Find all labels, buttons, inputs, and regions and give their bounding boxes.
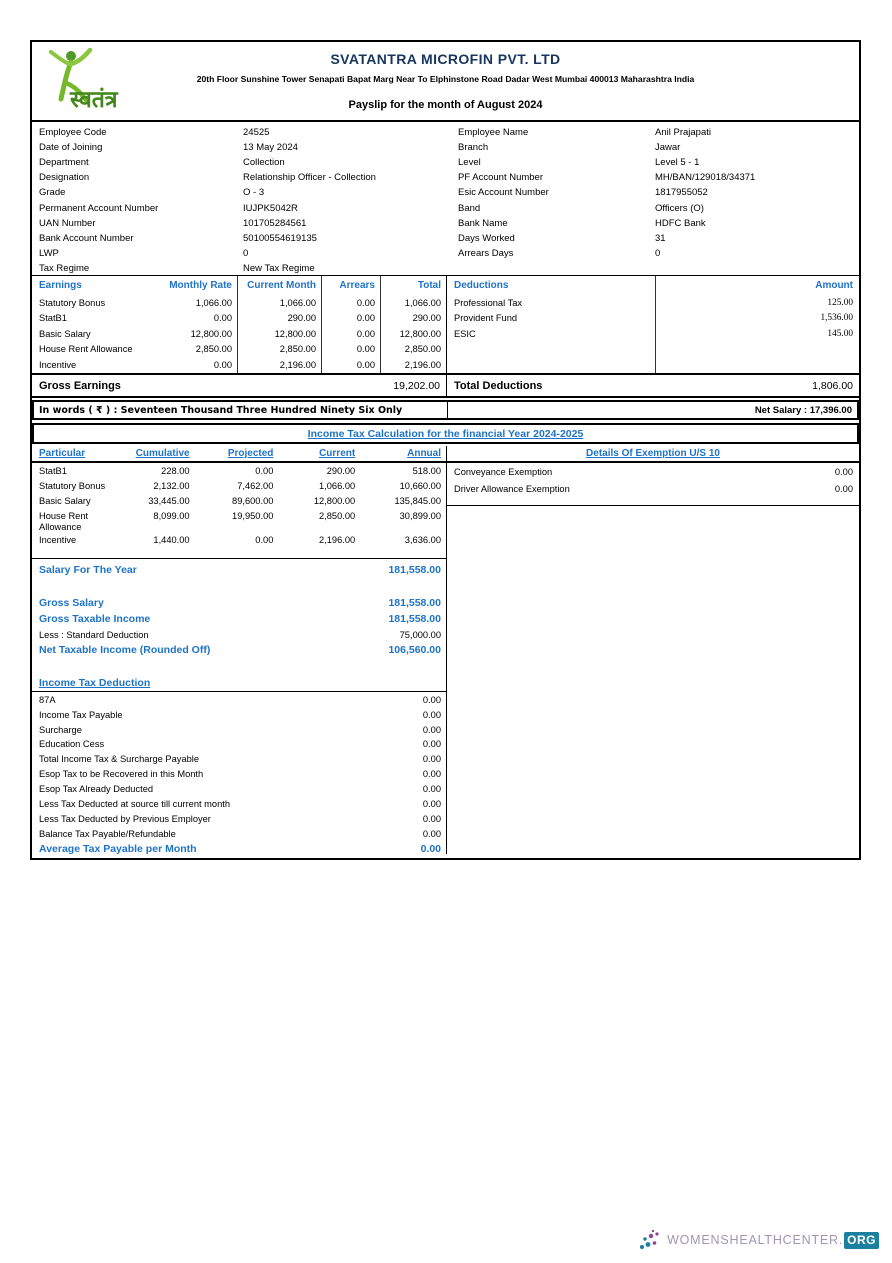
column-header: Current Month [247, 280, 316, 291]
earning-monthly: 1,066.00 [195, 297, 232, 308]
column-header: Total [417, 280, 441, 291]
earning-total: 2,850.00 [404, 344, 441, 355]
tax-projected: 89,600.00 [232, 496, 274, 506]
field-label: Grade [39, 187, 66, 199]
field-label: Arrears Days [458, 247, 514, 259]
earning-total: 290.00 [412, 313, 441, 324]
earning-label: StatB1 [39, 313, 67, 324]
column-divider [321, 276, 322, 373]
deduction-label: Provident Fund [454, 313, 518, 324]
employee-detail-row [32, 200, 447, 215]
exemption-row [447, 481, 859, 497]
employee-detail-row [32, 246, 447, 261]
average-tax-label: Average Tax Payable per Month [39, 843, 197, 856]
earning-monthly: 0.00 [213, 359, 232, 370]
deduction-item-label: Esop Tax to be Recovered in this Month [39, 769, 204, 780]
employee-detail-row [447, 155, 859, 170]
summary-value: 75,000.00 [399, 629, 441, 640]
earning-total: 1,066.00 [404, 297, 441, 308]
deduction-amount: 125.00 [827, 297, 853, 308]
field-label: LWP [39, 247, 59, 259]
employee-detail-row [32, 155, 447, 170]
tax-deduction-row [32, 737, 446, 752]
deduction-item-value: 0.00 [422, 769, 441, 780]
tax-projected: 7,462.00 [237, 481, 274, 491]
column-header: Cumulative [135, 448, 190, 459]
tax-current: 2,850.00 [319, 511, 356, 521]
deduction-row [447, 311, 859, 327]
field-value: Jawar [655, 142, 681, 154]
gross-earnings-label: Gross Earnings [39, 379, 121, 392]
tax-cumulative: 228.00 [161, 466, 190, 476]
salary-for-year-row [32, 562, 446, 578]
field-label: Permanent Account Number [39, 202, 159, 214]
tax-current: 2,196.00 [319, 535, 356, 546]
summary-value: 106,560.00 [388, 644, 441, 657]
tax-row [32, 478, 446, 493]
tax-cumulative: 8,099.00 [153, 511, 190, 521]
field-value: HDFC Bank [655, 217, 706, 229]
deduction-item-value: 0.00 [422, 724, 441, 735]
tax-cumulative: 2,132.00 [153, 481, 190, 491]
document-header [32, 42, 859, 122]
total-deductions-value: 1,806.00 [812, 379, 853, 392]
earning-total: 2,196.00 [404, 359, 441, 370]
earning-label: Statutory Bonus [39, 297, 106, 308]
earning-current: 12,800.00 [274, 328, 316, 339]
tax-header-row [32, 446, 446, 463]
income-tax-section-title: Income Tax Calculation for the financial Year 2024-2025 [307, 427, 584, 440]
field-value: 24525 [243, 127, 270, 139]
employee-detail-row [32, 170, 447, 185]
earnings-row [32, 326, 446, 342]
field-label: Level [458, 157, 481, 169]
deduction-row [447, 326, 859, 342]
tax-annual: 10,660.00 [399, 481, 441, 491]
exemption-title: Details Of Exemption U/S 10 [586, 448, 720, 459]
deduction-item-value: 0.00 [422, 828, 441, 839]
gross-earnings-value: 19,202.00 [393, 379, 440, 392]
tax-deduction-row [32, 826, 446, 841]
income-tax-deduction-header [32, 674, 446, 692]
employee-detail-row [32, 216, 447, 231]
exemption-value: 0.00 [834, 484, 853, 494]
spacer [32, 578, 446, 595]
column-header: Monthly Rate [169, 280, 232, 291]
employee-detail-row [447, 246, 859, 261]
tax-current: 1,066.00 [319, 481, 356, 491]
summary-label: Net Taxable Income (Rounded Off) [39, 644, 211, 657]
deduction-item-label: Balance Tax Payable/Refundable [39, 828, 176, 839]
earning-monthly: 12,800.00 [190, 328, 232, 339]
employee-detail-row [32, 231, 447, 246]
deduction-item-label: Surcharge [39, 724, 82, 735]
column-divider [655, 276, 656, 373]
divider [447, 505, 859, 506]
field-value: 50100554619135 [243, 232, 317, 244]
tax-particular: House Rent Allowance [39, 511, 89, 532]
summary-label: Gross Salary [39, 597, 104, 610]
payslip-title: Payslip for the month of August 2024 [348, 99, 543, 111]
field-label: Esic Account Number [458, 187, 549, 199]
employee-details [32, 122, 859, 276]
summary-value: 181,558.00 [388, 597, 441, 610]
tax-particular: StatB1 [39, 466, 67, 476]
income-tax-deduction-title: Income Tax Deduction [39, 676, 151, 689]
deduction-item-value: 0.00 [422, 709, 441, 720]
deduction-amount: 1,536.00 [820, 313, 853, 324]
earning-current: 1,066.00 [279, 297, 316, 308]
earning-current: 290.00 [287, 313, 316, 324]
field-label: Employee Name [458, 127, 529, 139]
field-label: UAN Number [39, 217, 96, 229]
income-tax-table [32, 446, 447, 854]
field-value: 31 [655, 232, 666, 244]
summary-value: 181,558.00 [388, 564, 441, 577]
earning-current: 2,850.00 [279, 344, 316, 355]
tax-deduction-row [32, 722, 446, 737]
field-value: IUJPK5042R [243, 202, 298, 214]
tax-deduction-row [32, 692, 446, 707]
logo-devanagari-text: स्वतंत्र [70, 87, 118, 113]
employee-detail-row [32, 140, 447, 155]
employee-detail-row [447, 185, 859, 200]
employee-details-left [32, 125, 447, 275]
earning-arrears: 0.00 [356, 297, 375, 308]
deduction-item-label: Total Income Tax & Surcharge Payable [39, 754, 200, 765]
field-label: Department [39, 157, 89, 169]
earning-current: 2,196.00 [279, 359, 316, 370]
deduction-row [447, 295, 859, 311]
column-header: Arrears [339, 280, 375, 291]
tax-particular: Statutory Bonus [39, 481, 106, 491]
earnings-row [32, 357, 446, 373]
totals-row [32, 373, 859, 398]
employee-details-right [447, 125, 859, 275]
tax-row [32, 508, 446, 532]
summary-label: Less : Standard Deduction [39, 629, 149, 640]
earning-label: Basic Salary [39, 328, 91, 339]
field-value: Anil Prajapati [655, 127, 711, 139]
deduction-item-value: 0.00 [422, 694, 441, 705]
field-label: Bank Account Number [39, 232, 134, 244]
tax-deduction-row [32, 782, 446, 797]
summary-value: 181,558.00 [388, 613, 441, 626]
tax-annual: 518.00 [412, 466, 441, 476]
tax-row [32, 532, 446, 547]
field-value: 101705284561 [243, 217, 307, 229]
company-name: SVATANTRA MICROFIN PVT. LTD [330, 51, 561, 67]
total-deductions-label: Total Deductions [454, 379, 543, 392]
employee-detail-row [447, 200, 859, 215]
tax-deduction-row [32, 767, 446, 782]
earnings-row [32, 311, 446, 327]
tax-current: 12,800.00 [313, 496, 356, 506]
exemption-label: Conveyance Exemption [454, 467, 553, 477]
earning-monthly: 2,850.00 [195, 344, 232, 355]
employee-detail-row [447, 216, 859, 231]
gross-salary-row [32, 595, 446, 611]
tax-particular: Basic Salary [39, 496, 91, 506]
deduction-item-label: 87A [39, 694, 56, 705]
earnings-header-row [32, 276, 446, 295]
exemption-details [447, 446, 859, 854]
tax-cumulative: 33,445.00 [148, 496, 190, 506]
field-value: 0 [243, 247, 249, 259]
tax-annual: 135,845.00 [394, 496, 441, 506]
tax-deduction-row [32, 707, 446, 722]
field-value: 1817955052 [655, 187, 708, 199]
earning-label: House Rent Allowance [39, 344, 133, 355]
deduction-item-value: 0.00 [422, 739, 441, 750]
field-value: Officers (O) [655, 202, 704, 214]
payslip-document [30, 40, 861, 860]
earning-total: 12,800.00 [399, 328, 441, 339]
svatantra-logo-icon [40, 47, 148, 115]
column-divider [380, 276, 381, 373]
amount-in-words: In words ( ₹ ) : Seventeen Thousand Three Hundred Ninety Six Only [34, 402, 448, 418]
exemption-header [447, 446, 859, 463]
deduction-item-value: 0.00 [422, 754, 441, 765]
field-value: 0 [655, 247, 661, 259]
column-header: Current [319, 448, 356, 459]
column-header: Amount [815, 280, 853, 291]
tax-current: 290.00 [326, 466, 356, 476]
earning-arrears: 0.00 [356, 359, 375, 370]
field-value: Collection [243, 157, 285, 169]
watermark-text: WOMENSHEALTHCENTER. [667, 1233, 844, 1247]
watermark [639, 1228, 879, 1252]
employee-detail-row [32, 125, 447, 140]
column-header: Particular [39, 447, 86, 459]
deduction-item-value: 0.00 [422, 799, 441, 810]
company-address: 20th Floor Sunshine Tower Senapati Bapat Marg Near To Elphinstone Road Dadar West Mumbai 400013 Maharashtra India [196, 74, 695, 84]
employee-detail-row [447, 140, 859, 155]
income-tax-section [32, 446, 859, 854]
average-tax-value: 0.00 [420, 843, 441, 856]
tax-row [32, 463, 446, 478]
employee-detail-row [447, 125, 859, 140]
employee-detail-row [447, 170, 859, 185]
column-header: Annual [407, 448, 441, 459]
net-taxable-income-row [32, 642, 446, 658]
deductions-table [447, 276, 859, 373]
net-salary: Net Salary : 17,396.00 [754, 404, 852, 416]
field-label: Date of Joining [39, 142, 103, 154]
field-value: 13 May 2024 [243, 142, 298, 154]
field-value: Level 5 - 1 [655, 157, 700, 169]
watermark-org-badge: ORG [844, 1232, 879, 1249]
field-label: Branch [458, 142, 489, 154]
earnings-row [32, 295, 446, 311]
field-label: PF Account Number [458, 172, 544, 184]
deduction-item-value: 0.00 [422, 813, 441, 824]
summary-label: Salary For The Year [39, 564, 137, 577]
field-label: Days Worked [458, 232, 515, 244]
tax-deduction-row [32, 797, 446, 812]
field-label: Bank Name [458, 217, 508, 229]
net-salary-row [32, 400, 859, 420]
earning-arrears: 0.00 [356, 313, 375, 324]
earning-arrears: 0.00 [356, 328, 375, 339]
employee-detail-row [32, 261, 447, 276]
tax-deduction-row [32, 752, 446, 767]
field-label: Tax Regime [39, 262, 90, 274]
field-value: MH/BAN/129018/34371 [655, 172, 756, 184]
field-value: Relationship Officer - Collection [243, 172, 376, 184]
earnings-row [32, 342, 446, 358]
employee-detail-row [447, 231, 859, 246]
field-label: Employee Code [39, 127, 107, 139]
tax-annual: 3,636.00 [404, 535, 441, 546]
deduction-label: Professional Tax [454, 297, 523, 308]
column-divider [237, 276, 238, 373]
tax-projected: 0.00 [255, 535, 274, 546]
deduction-item-label: Education Cess [39, 739, 105, 750]
deduction-item-label: Less Tax Deducted at source till current month [39, 799, 231, 810]
gross-taxable-income-row [32, 611, 446, 627]
summary-label: Gross Taxable Income [39, 613, 151, 626]
deduction-item-value: 0.00 [422, 784, 441, 795]
dots-swoosh-icon [639, 1228, 665, 1252]
earning-label: Incentive [39, 359, 77, 370]
earning-arrears: 0.00 [356, 344, 375, 355]
field-value: New Tax Regime [243, 262, 315, 274]
earnings-deductions-section [32, 276, 859, 373]
exemption-value: 0.00 [834, 467, 853, 477]
divider [32, 558, 446, 559]
deduction-item-label: Esop Tax Already Deducted [39, 784, 154, 795]
employee-detail-row [32, 185, 447, 200]
tax-projected: 19,950.00 [232, 511, 274, 521]
deduction-label: ESIC [454, 328, 476, 339]
tax-projected: 0.00 [255, 466, 274, 476]
deductions-header-row [447, 276, 859, 295]
earnings-table [32, 276, 447, 373]
income-tax-section-title-box [32, 423, 859, 444]
tax-row [32, 493, 446, 508]
tax-annual: 30,899.00 [399, 511, 441, 521]
column-header: Projected [227, 448, 274, 459]
exemption-label: Driver Allowance Exemption [454, 484, 570, 494]
column-header: Deductions [454, 280, 509, 291]
exemption-row [447, 464, 859, 480]
field-value: O - 3 [243, 187, 265, 199]
deduction-item-label: Less Tax Deducted by Previous Employer [39, 813, 211, 824]
average-tax-row [32, 841, 446, 857]
field-label: Band [458, 202, 481, 214]
tax-deduction-row [32, 812, 446, 827]
standard-deduction-row [32, 627, 446, 642]
tax-cumulative: 1,440.00 [153, 535, 190, 546]
field-label: Designation [39, 172, 90, 184]
tax-particular: Incentive [39, 535, 77, 546]
deduction-item-label: Income Tax Payable [39, 709, 123, 720]
earning-monthly: 0.00 [213, 313, 232, 324]
deduction-amount: 145.00 [827, 328, 853, 339]
column-header: Earnings [39, 280, 82, 291]
